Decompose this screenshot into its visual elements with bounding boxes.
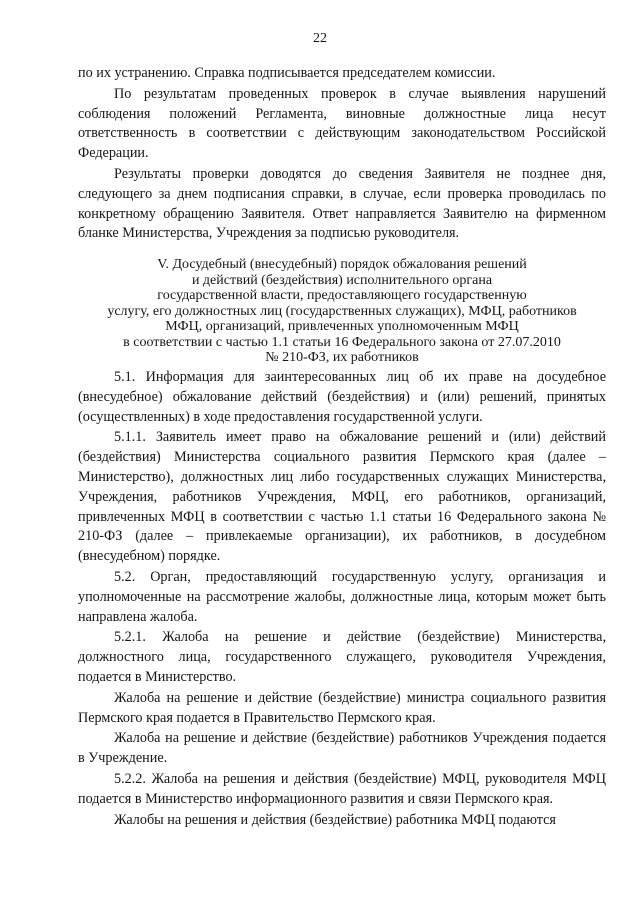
heading-line: V. Досудебный (внесудебный) порядок обжалования решений xyxy=(157,257,527,272)
intro-text xyxy=(78,64,606,245)
heading-line: в соответствии с частью 1.1 статьи 16 Федерального закона от 27.07.2010 xyxy=(123,334,561,350)
paragraph-5-2-2: 5.2.2. Жалоба на решения и действия (бездействие) МФЦ, руководителя МФЦ подается в Министерство информационного развития и связи Пермского края. xyxy=(78,770,606,807)
paragraph-mfc-worker-complaint: Жалобы на решения и действия (бездействие) работника МФЦ подаются xyxy=(114,811,556,828)
paragraph-minister-complaint: Жалоба на решение и действие (бездействие) министра социального развития Пермского края подается в Правительство Пермского края. xyxy=(78,689,606,726)
paragraph-results: Результаты проверки доводятся до сведения Заявителя не позднее дня, следующего за днем подписания справки, в случае, если проверка проводилась по конкретному обращению Заявителя. Ответ направляется Заявителю на фирменном бланке Министерства, Учреждения за подписью руководителя. xyxy=(78,165,606,242)
heading-line: государственной власти, предоставляющего государственную xyxy=(157,288,527,303)
heading-line: № 210-ФЗ, их работников xyxy=(265,350,419,365)
heading-line: услугу, его должностных лиц (государственных служащих), МФЦ, работников xyxy=(107,303,577,319)
section-body xyxy=(78,368,606,831)
heading-line: и действий (бездействия) исполнительного органа xyxy=(191,272,493,288)
section-heading xyxy=(78,257,606,366)
paragraph-violations: По результатам проведенных проверок в случае выявления нарушений соблюдения положений Регламента, виновные должностные лица несут ответственность в соответствии с действующим законодательством Российской Федерации. xyxy=(78,85,606,162)
paragraph-continuation: по их устранению. Справка подписывается председателем комиссии. xyxy=(78,65,496,81)
paragraph-5-1-1: 5.1.1. Заявитель имеет право на обжалование решений и (или) действий (бездействия) Министерства социального развития Пермского края (далее – Министерство), должностных лиц либо государственных служащих Министерства, Учреждения, работников Учреждения, МФЦ, его работников, организаций, привлеченных МФЦ в соответствии с частью 1.1 статьи 16 Федерального закона № 210-ФЗ (далее – привлекаемые организации), их работников, в досудебном (внесудебном) порядке. xyxy=(78,429,606,565)
heading-line: МФЦ, организаций, привлеченных уполномоченным МФЦ xyxy=(165,319,519,334)
paragraph-5-2: 5.2. Орган, предоставляющий государственную услугу, организация и уполномоченные на рассмотрение жалобы, должностные лица, которым может быть направлена жалоба. xyxy=(78,568,606,625)
paragraph-institution-complaint: Жалоба на решение и действие (бездействие) работников Учреждения подается в Учреждение. xyxy=(78,730,606,767)
paragraph-5-2-1: 5.2.1. Жалоба на решение и действие (бездействие) Министерства, должностного лица, государственного служащего, руководителя Учреждения, подается в Министерство. xyxy=(78,629,606,685)
paragraph-5-1: 5.1. Информация для заинтересованных лиц об их праве на досудебное (внесудебное) обжалование действий (бездействия) и (или) решений, принятых (осуществленных) в ходе предоставления государственной услуги. xyxy=(78,369,606,425)
page-number: 22 xyxy=(313,31,327,46)
